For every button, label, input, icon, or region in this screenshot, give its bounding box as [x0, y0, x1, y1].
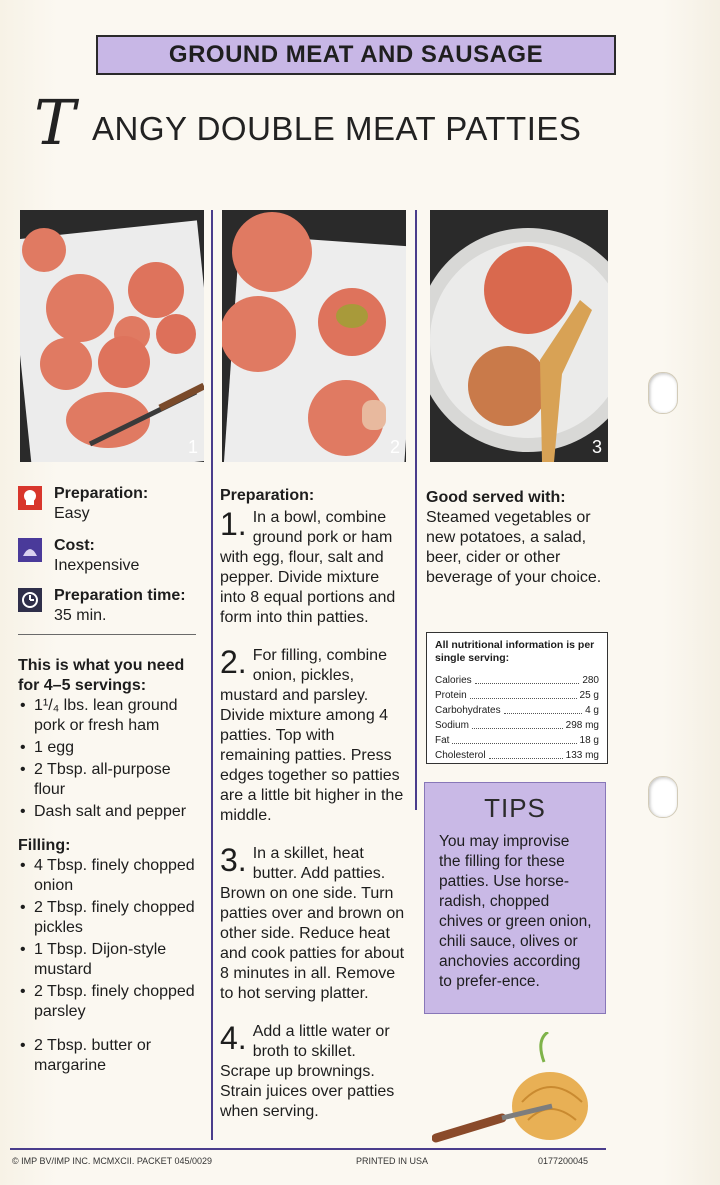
served-with-heading: Good served with: [426, 489, 566, 506]
step-number: 3. [220, 842, 247, 878]
photo-number: 2 [389, 437, 400, 457]
step-text: For filling, combine onion, pickles, mustard and parsley. Divide mixture among 4 patties. Top with remaining patties. Press edges together so patties are a little bit higher in the middle. [220, 647, 404, 824]
nutrition-row [435, 673, 599, 688]
tips-title: TIPS [484, 793, 546, 823]
served-with-text: Steamed vegetables or new potatoes, a salad, beer, cider or other beverage of your choice. [426, 509, 602, 586]
title-rest: ANGY DOUBLE MEAT PATTIES [92, 110, 582, 147]
nutrition-row [435, 748, 599, 763]
filling-list [18, 856, 204, 1076]
list-item: • 1 egg [18, 738, 204, 758]
list-item: • 4 Tbsp. finely chopped onion [18, 856, 204, 896]
served-with-section [426, 488, 606, 588]
nutrition-value: 18 g [579, 735, 599, 746]
step-text: In a bowl, combine ground pork or ham with egg, flour, salt and pepper. Divide mixture into 8 equal portions and form into thin patties. [220, 509, 396, 626]
footer-printed: PRINTED IN USA [356, 1156, 429, 1166]
list-item: • 1 Tbsp. Dijon-style mustard [18, 940, 204, 980]
dot-leader [475, 673, 580, 684]
list-item: • 2 Tbsp. all-purpose flour [18, 760, 204, 800]
step-1 [220, 508, 406, 628]
purse-icon [18, 538, 42, 562]
list-item: • Dash salt and pepper [18, 802, 204, 822]
photo-step-1 [20, 210, 204, 462]
step-4 [220, 1022, 406, 1122]
list-item: • 2 Tbsp. finely chopped pickles [18, 898, 204, 938]
raw-patties-image [20, 210, 204, 462]
onion-knife-illustration [432, 1032, 608, 1144]
step-2 [220, 646, 406, 826]
step-3 [220, 844, 406, 1004]
nutrition-label: Cholesterol [435, 750, 486, 761]
column-divider [415, 210, 417, 810]
clock-icon [18, 588, 42, 612]
method-section [220, 486, 406, 1122]
nutrition-box [426, 632, 608, 764]
step-number: 2. [220, 644, 247, 680]
ingredients-heading-line1: This is what you need [18, 657, 185, 674]
footer-rule [10, 1148, 606, 1150]
ingredients-section [18, 656, 204, 1078]
nutrition-label: Fat [435, 735, 450, 746]
list-item: • 1¹/₄ lbs. lean ground pork or fresh ham [18, 696, 204, 736]
nutrition-value: 4 g [585, 705, 599, 716]
time-value: 35 min. [54, 607, 107, 624]
column-divider [211, 210, 213, 1140]
binder-hole [648, 776, 678, 818]
cost-value: Inexpensive [54, 557, 140, 574]
step-text: In a skillet, heat butter. Add patties. Brown on one side. Turn patties over and brown on other side. Reduce heat and cook patties for about 8 minutes in all. Remove to hot serving platter. [220, 845, 405, 1002]
section-divider [18, 634, 196, 635]
dot-leader [504, 703, 583, 714]
ingredient-list [18, 696, 204, 822]
list-item: • 2 Tbsp. butter or margarine [18, 1036, 204, 1076]
nutrition-value: 133 mg [565, 750, 599, 761]
preparation-value: Easy [54, 505, 90, 522]
filling-patties-image [222, 210, 406, 462]
nutrition-value: 25 g [579, 690, 599, 701]
nutrition-label: Calories [435, 675, 472, 686]
step-text: Add a little water or broth to skillet. Scrape up brownings. Strain juices over patties when serving. [220, 1023, 395, 1120]
dot-leader [452, 733, 576, 744]
preparation-label: Preparation: [54, 485, 149, 502]
binder-hole [648, 372, 678, 414]
footer-copyright: © IMP BV/IMP INC. MCMXCII. PACKET 045/0029 [12, 1156, 213, 1166]
photo-step-2 [222, 210, 406, 462]
nutrition-row [435, 688, 599, 703]
footer-code: 0177200045 [538, 1156, 589, 1166]
recipe-title [34, 86, 694, 162]
tips-box [424, 782, 606, 1014]
step-number: 1. [220, 506, 247, 542]
nutrition-row [435, 718, 599, 733]
nutrition-label: Carbohydrates [435, 705, 501, 716]
dot-leader [472, 718, 563, 729]
cost-label: Cost: [54, 537, 95, 554]
list-item: • 2 Tbsp. finely chopped parsley [18, 982, 204, 1022]
skillet-patties-image [430, 210, 608, 462]
dot-leader [470, 688, 577, 699]
category-header: GROUND MEAT AND SAUSAGE [96, 35, 616, 75]
method-heading: Preparation: [220, 487, 315, 504]
photo-number: 1 [187, 437, 198, 457]
time-label: Preparation time: [54, 587, 186, 604]
nutrition-value: 298 mg [565, 720, 599, 731]
photo-number: 3 [591, 437, 602, 457]
tips-text: You may improvise the filling for these patties. Use horse-radish, chopped chives or green onion, chili sauce, olives or anchovies according to prefer-ence. [439, 833, 592, 990]
dot-leader [489, 748, 563, 759]
ingredients-heading-line2: for 4–5 servings: [18, 677, 147, 694]
nutrition-label: Sodium [435, 720, 469, 731]
filling-heading: Filling: [18, 837, 71, 854]
title-initial: T [34, 86, 76, 159]
nutrition-label: Protein [435, 690, 467, 701]
nutrition-heading: All nutritional information is per single serving: [435, 639, 595, 664]
nutrition-row [435, 733, 599, 748]
nutrition-value: 280 [582, 675, 599, 686]
photo-step-3 [430, 210, 608, 462]
nutrition-row [435, 703, 599, 718]
step-number: 4. [220, 1020, 247, 1056]
chef-hat-icon [18, 486, 42, 510]
